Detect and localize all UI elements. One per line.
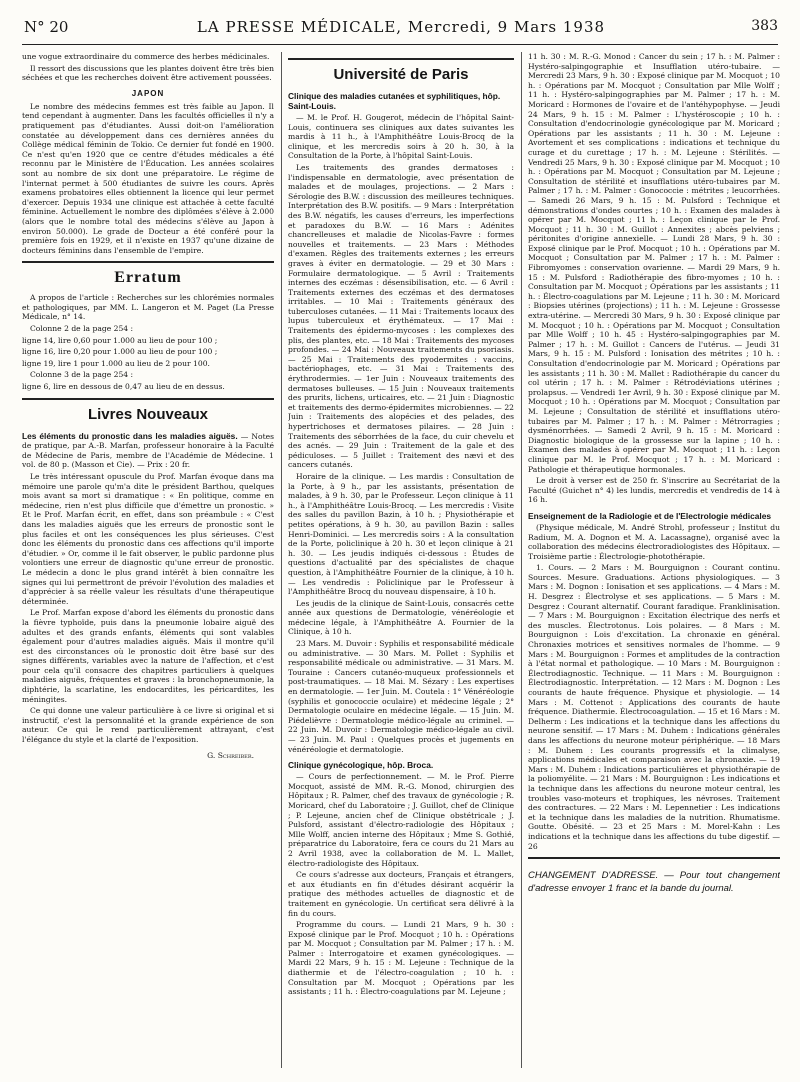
erratum-line: ligne 6, lire en dessous de 0,47 au lieu de en dessus. bbox=[22, 382, 225, 392]
section-divider bbox=[528, 857, 780, 859]
section-heading-erratum: Erratum bbox=[114, 269, 182, 287]
erratum-line: ligne 14, lire 0,60 pour 1.000 au lieu de pour 100 ; bbox=[22, 335, 218, 345]
column-divider bbox=[521, 52, 522, 1068]
paragraph: Il ressort des discussions que les plantes doivent être très bien séchées et que les recherches doivent être activement poussées. bbox=[22, 63, 274, 83]
column-divider bbox=[281, 52, 282, 1068]
section-heading-universite: Université de Paris bbox=[333, 66, 469, 83]
section-heading-japon: JAPON bbox=[131, 88, 165, 98]
book-meta: — Notes de pratique, par A.-B. Marfan, professeur honoraire à la Faculté de Médecine de Paris, membre de l'Académie de Médecine. 1 vol. de 80 p. (Masson et Cie). — Prix : 20 fr. bbox=[22, 431, 274, 470]
paragraph: Le très intéressant opuscule du Prof. Marfan évoque dans ma mémoire une parole qu'm'a dite le président Barthou, quelques mois avant sa mort si dramatique : « En politique, comme en médecine, rien n'est plus difficile que d'émettre un pronostic. » Et le Prof. Marfan écrit, en effet, dans son préambule : « C'est dans les maladies aiguës que les erreurs de pronostic sont le plus faciles et ont les conséquences les plus sérieuses. C'est donc les éléments du pronostic dans ces affections qu'il importe d'étudier. » Or, comme il le fait observer, le public pardonne plus volontiers une erreur de diagnostic qu'une erreur de pronostic. Le médecin a donc le plus grand intérêt à bien connaître les signes qui lui permettront de prévoir l'évolution des maladies et d'apprécier à sa réelle valeur les résultats d'une thérapeutique déterminée. bbox=[22, 472, 274, 606]
book-title: Les éléments du pronostic dans les maladies aiguës. bbox=[22, 430, 238, 441]
paragraph: 23 Mars. M. Duvoir : Syphilis et responsabilité médicale ou administrative. — 30 Mars. M. Pollet : Syphilis et responsabilité médicale ou administrative. — 31 Mars. M. Touraine : Cancers cutanéo-muqueux professionnels et post-traumatiques. — 18 Mai. M. Sézary : Les expertises en dermatologie. — 1er Juin. M. Coutela : 1° Vénéréologie (syphilis et gonococcie oculaire) et médecine légale ; 2° Dermatologie oculaire en médecine légale. — 15 Juin. M. Piédelièvre : Dermatologie médico-légale au criminel. — 22 Juin. M. Duvoir : Dermatologie médico-légale au civil. — 23 Juin. M. Paul : Quelques procès et jugements en vénéréologie et dermatologie. bbox=[288, 639, 514, 754]
journal-title: LA PRESSE MÉDICALE, Mercredi, 9 Mars 1938 bbox=[196, 18, 606, 36]
erratum-text: Colonne 2 de la page 254 : bbox=[30, 324, 134, 334]
paragraph: 11 h. 30 : M. R.-G. Monod : Cancer du sein ; 17 h. : M. Palmer : Hystéro-salpingographie et Insufflation utéro-tubaire. — Mercredi 23 Mars, 9 h. 30 : Exposé clinique par M. Mocquot ; 10 h. : Opérations par M. Mocquot ; Consultation par Mlle Wolff ; 11 h. : Hystéro-salpingographies par M. Palmer ; 17 h. : M. Moricard : Hormones de l'ovaire et de l'antéhypophyse. — Jeudi 24 Mars, 9 h. 15 : M. Palmer : L'hystéroscopie ; 10 h. : Consultation d'endocrinologie gynécologique par M. Moricard ; Opérations par les assistants ; 11 h. 30 : M. Lejeune : Avortement et ses complications : indications et technique du curage et du curettage ; 17 h. : M. Lejeune : Stérilités. — Vendredi 25 Mars, 9 h. 30 : Exposé clinique par M. Mocquot ; 10 h. : Opérations par M. Mocquot ; Consultation par M. Lejeune ; Consultation de stérilité et insufflations utéro-tubaires par M. Palmer ; 17 h. : M. Palmer : Gonococcie : métrites ; leucorrhées. — Samedi 26 Mars, 9 h. 15 : M. Pulsford : Technique et démonstrations d'ondes courtes ; 10 h. : Examen des malades à opérer par M. Mocquot ; 11 h. : Leçon clinique par le Prof. Mocquot ; 11 h. 30 : M. Guillot : Annexites ; abcès pelviens ; péritonites d'origine annexielle. — Lundi 28 Mars, 9 h. 30 : Exposé clinique par le Prof. Mocquot ; 10 h. : Opérations par M. Mocquot ; Consultation par M. Palmer ; 17 h. : M. Palmer : Fibromyomes : conservation ovarienne. — Mardi 29 Mars, 9 h. 15 : M. Pulsford : Radiothérapie des fibro-myomes ; 10 h. : Consultation par M. Mocquot ; Opérations par les assistants ; 11 h. : Électro-coagulations par M. Lejeune ; 11 h. 30 : M. Moricard : Biopsies utérines (projections) ; 11 h. : M. Lejeune : Grossesse extra-utérine. — Mercredi 30 Mars, 9 h. 30 : Exposé clinique par M. Mocquot ; 10 h. : Opérations par M. Mocquot ; Consultation par Mlle Wolff ; 10 h. 45 : Hystéro-salpingographies par M. Palmer ; 17 h. : M. Guillot : Cancers de l'utérus. — Jeudi 31 Mars, 9 h. 15 : M. Pulsford : Ionisation des métrites ; 10 h. : Consultation d'endocrinologie par M. Moricard ; Opérations par les assistants ; 11 h. 30 : M. Mallet : Radiothérapie du cancer du col utérin ; 17 h. : M. Palmer : Rétrodéviations utérines ; prolapsus. — Vendredi 1er Avril, 9 h. 30 : Exposé clinique par M. Mocquot ; 10 h. : Opérations par M. Mocquot ; Consultation par M. Lejeune ; Consultation de stérilité et insufflations utéro-tubaires par M. Palmer ; 17 h. : M. Palmer : Métrorragies ; dysménorrhées. — Samedi 2 Avril, 9 h. 15 : M. Moricard : Diagnostic biologique de la grossesse sur la lapine ; 10 h. : Examen des malades à opérer par M. Mocquot ; 11 h. : Leçon clinique par M. le Prof. Mocquot ; 17 h. : M. Moricard : Pathologie et thérapeutique hormonales. bbox=[528, 52, 780, 474]
address-change-notice: CHANGEMENT D'ADRESSE. — Pour tout changement d'adresse envoyer 1 franc et la bande du journal. bbox=[528, 870, 780, 895]
paragraph: Le nombre des médecins femmes est très faible au Japon. Il tend cependant à augmenter. Dans les facultés officielles il n'y a pratiquement pas d'étudiantes. Aussi doit-on l'amélioration constatée au développement dans ces dernières années du Collège médical féminin de Tokio. Ce dernier fut fondé en 1900. Ce n'est qu'en 1920 que ce centre d'études médicales a été reconnu par le Ministère de l'Éducation. Les années scolaires sont au nombre de six dont une préparatoire. Le régime de l'internat permet à 500 étudiantes de suivre les cours. Après examens probatoires elles obtiennent la licence qui leur permet d'exercer. Depuis 1934 une clinique est attachée à cette faculté féminine. Actuellement le nombre des diplômées s'élève à 2.000 (alors que le nombre total des médecins s'élève au Japon à environ 50.000). Le grade de Docteur a été conféré pour la première fois en 1929, et il n'existe en 1937 qu'une dizaine de docteurs féminins dans l'ensemble de l'empire. bbox=[22, 101, 274, 255]
paragraph: — Cours de perfectionnement. — M. le Prof. Pierre Mocquot, assisté de MM. R.-G. Monod, chirurgien des Hôpitaux ; R. Palmer, chef des travaux de gynécologie ; R. Moricard, chef du Laboratoire ; J. Guillot, chef de Clinique ; P. Lejeune, ancien chef de Clinique obstétricale ; J. Pulsford, assistant d'électro-radiologie des Hôpitaux ; Mlle Wolff, ancien interne des Hôpitaux ; Mme S. Gothié, préparatrice du Laboratoire, fera ce cours du 21 Mars au 2 Avril 1938, avec la collaboration de M. L. Mallet, électro-radiologiste des Hôpitaux. bbox=[288, 772, 514, 868]
paragraph: une vogue extraordinaire du commerce des herbes médicinales. bbox=[22, 52, 270, 61]
paragraph: Les traitements des grandes dermatoses : l'indispensable en dermatologie, avec présentation de malades et de moulages, projections. — 2 Mars : Sérologie des B.W. : discussion des meilleures techniques. Interprétation des B.W. positifs. — 9 Mars : Interprétation des B.W. négatifs, les causes d'erreurs, les imperfections et paradoxes du B.W. — 16 Mars : Adénites chancrelleuses et maladie de Nicolas-Favre : formes nouvelles et traitements. — 23 Mars : Méthodes d'examen. Règles des traitements externes ; les erreurs graves à éviter en dermatologie. — 29 et 30 Mars : Formulaire dermatologique. — 5 Avril : Traitements internes des eczémas : désensibilisation, etc. — 6 Avril : Traitements externes des eczémas et des dermatoses irritables. — 10 Mai : Traitements généraux des tuberculoses cutanées. — 11 Mai : Traitements locaux des lupus tuberculeux et érythémateux. — 17 Mai : Traitements des épidermo-mycoses : les complexes des plis, des plantes, etc. — 18 Mai : Traitements des mycoses profondes. — 24 Mai : Nouveaux traitements du psoriasis. — 25 Mai : Traitements des pyodermites : vaccins, bactériophages, etc. — 31 Mai : Traitements des érythrodermies. — 1er Juin : Nouveaux traitements des dermatoses bulleuses. — 15 Juin : Nouveaux traitements des prurits, lichens, urticaires, etc. — 21 Juin : Diagnostic et traitements des dermo-épidermites microbiennes. — 22 Juin : Traitements des alopécies et des pelades, des hypertrichoses et dermatoses pilaires. — 28 Juin : Traitements des séborrhées de la face, du cuir chevelu et des acnés. — 29 Juin : Traitement de la gale et des pédiculoses. — 5 Juillet : Traitement des nævi et des cancers cutanés. bbox=[288, 162, 514, 470]
paragraph: (Physique médicale, M. André Strohl, professeur ; Institut du Radium, M. A. Dognon et M. A. Lacassagne), organisé avec la collaboration des médecins électroradiologistes des Hôpitaux. — Troisième partie : Électrologie-photothérapie. bbox=[528, 522, 780, 561]
paragraph: 1. Cours. — 2 Mars : M. Bourguignon : Courant continu. Sources. Mesure. Graduations. Actions physiologiques. — 3 Mars : M. Dognon : Ionisation et ses applications. — 4 Mars : M. H. Desgrez : Électrolyse et ses applications. — 5 Mars : M. Desgrez : Courant alternatif. Courant faradique. Franklinisation. — 7 Mars : M. Bourguignon : Excitation électrique des nerfs et des muscles. Électrotonus. Lois polaires. — 8 Mars : M. Bourguignon : Lois d'excitation. La chronaxie en général. Chronaxies motrices et sensitives normales de l'homme. — 9 Mars : M. Bourguignon : Formes et amplitudes de la contraction à l'état normal et pathologique. — 10 Mars : M. Bourguignon : Électrodiagnostic. Technique. — 11 Mars : M. Bourguignon : Électrodiagnostic. Interprétation. — 12 Mars : M. Dognon : Les courants de haute fréquence. Physique et physiologie. — 14 Mars : M. Cottenot : Applications des courants de haute fréquence. Diathermie. Électrocoagulation. — 15 et 16 Mars : M. Delherm : Les indications et la technique dans les affections du neurone sensitif. — 17 Mars : M. Duhem : Indications générales dans les affections du neurone moteur périphérique. — 18 Mars : M. Duhem : Les courants progressifs et la climalyse, applications médicales et comparaison avec la chronaxie. — 19 Mars : M. Duhem : Indications particulières et physiothérapie de la poliomyélite. — 21 Mars : M. Bourguignon : Les indications et la technique dans les affections du neurone moteur central, les troubles vaso-moteurs et trophiques, les névroses. Traitement des contractures. — 22 Mars : M. Lepennetier : Les indications et la technique dans les maladies de la nutrition. Rhumatisme. Goutte. Obésité. — 23 et 25 Mars : M. Morel-Kahn : Les indications et la technique dans les affections du tube digestif. — 26 bbox=[528, 563, 780, 851]
paragraph: Ce cours s'adresse aux docteurs, Français et étrangers, et aux étudiants en fin d'études désirant acquérir la pratique des méthodes actuelles de diagnostic et de traitement en gynécologie. Un certificat sera délivré à la fin du cours. bbox=[288, 870, 514, 918]
column-left bbox=[22, 52, 274, 1068]
column-right bbox=[528, 52, 780, 1068]
paragraph: — M. le Prof. H. Gougerot, médecin de l'hôpital Saint-Louis, continuera ses cliniques aux dates suivantes les mardis à 11 h., à l'Amphithéâtre Louis-Brocq de la clinique, et les mercredis soirs à 20 h. 30, à la Consultation de la Porte, à l'hôpital Saint-Louis. bbox=[288, 113, 514, 161]
article-heading: Clinique des maladies cutanées et syphilitiques, hôp. Saint-Louis. bbox=[288, 91, 501, 111]
section-divider bbox=[288, 58, 514, 60]
section-heading-livres: Livres Nouveaux bbox=[87, 405, 209, 423]
header-rule bbox=[22, 44, 778, 45]
column-middle bbox=[288, 52, 514, 1068]
article-heading: Enseignement de la Radiologie et de l'Electrologie médicales bbox=[528, 510, 772, 521]
page-header bbox=[24, 18, 778, 40]
signature: G. Schreiber. bbox=[207, 750, 254, 760]
section-divider bbox=[22, 398, 274, 400]
erratum-text: A propos de l'article : Recherches sur les chlorémies normales et pathologiques, par MM. L. Langeron et M. Paget (La Presse Médicale, n° 14. bbox=[22, 293, 274, 322]
paragraph: Ce qui donne une valeur particulière à ce livre si original et si instructif, c'est la personnalité et la grande expérience de son auteur. Ce qui le rend particulièrement attrayant, c'est l'élégance du style et la clarté de l'exposition. bbox=[22, 706, 274, 745]
erratum-line: ligne 19, lire 1 pour 1.000 au lieu de 2 pour 100. bbox=[22, 358, 210, 368]
article-heading: Clinique gynécologique, hôp. Broca. bbox=[288, 760, 434, 771]
issue-number: N° 20 bbox=[24, 18, 69, 36]
book-entry bbox=[22, 431, 274, 470]
paragraph: Programme du cours. — Lundi 21 Mars, 9 h. 30 : Exposé clinique par le Prof. Mocquot ; 10 h. : Opérations par M. Mocquot ; Consultation par M. Palmer ; 17 h. : M. Palmer : Interrogatoire et examen gynécologiques. — Mardi 22 Mars, 9 h. 15 : M. Lejeune : Technique de la diathermie et de l'électro-coagulation ; 10 h. : Consultation par M. Mocquot ; Opérations par les assistants ; 11 h. : Électro-coagulations par M. Lejeune ; bbox=[288, 920, 514, 997]
page-number: 383 bbox=[751, 18, 778, 34]
paragraph: Horaire de la clinique. — Les mardis : Consultation de la Porte, à 9 h., par les assistants, présentation de malades, à 9 h. 30, par le Professeur. Leçon clinique à 11 h., à l'Amphithéâtre Louis-Brocq. — Les mercredis : Visite des salles du pavillon Bazin, à 10 h. ; Physiothérapie et petites opérations, à 9 h. 30, au pavillon Bazin : salles Henri-Dominici. — Les mercredis soirs : A la consultation de la Porte, policlinique à 20 h. 30 et leçon clinique à 21 h. 30. — Les jeudis indiqués ci-dessous : Études de questions d'actualité par des spécialistes de chaque question, à l'Amphithéâtre Fournier de la clinique, à 10 h. — Les vendredis : Policlinique par le Professeur à l'Amphithéâtre Brocq du nouveau dispensaire, à 10 h. bbox=[288, 471, 514, 597]
paragraph: Le Prof. Marfan expose d'abord les éléments du pronostic dans la fièvre typhoïde, puis dans la pneumonie lobaire aiguë des adultes et des grands enfants, éléments qui sont valables également pour d'autres maladies aiguës. Mais il montre qu'il est des circonstances où le pronostic doit être basé sur des signes différents, variables avec la nature de l'affection, et c'est pour cela qu'il consacre des chapitres particuliers à quelques maladies aiguës, fréquentes et graves : la bronchopneumonie, la diphtérie, la scarlatine, les endocardites, les péricardites, les méningites. bbox=[22, 608, 274, 704]
erratum-text: Colonne 3 de la page 254 : bbox=[30, 370, 134, 380]
paragraph: Le droit à verser est de 250 fr. S'inscrire au Secrétariat de la Faculté (Guichet n° 4) les lundis, mercredis et vendredis de 14 à 16 h. bbox=[528, 476, 780, 505]
paragraph: Les jeudis de la clinique de Saint-Louis, consacrés cette année aux questions de Dermatologie, vénéréologie et médecine légale, à l'Amphithéâtre A. Fournier de la Clinique, à 10 h. bbox=[288, 598, 514, 637]
section-divider bbox=[22, 261, 274, 263]
erratum-line: ligne 16, lire 0,20 pour 1.000 au lieu de pour 100 ; bbox=[22, 347, 218, 357]
